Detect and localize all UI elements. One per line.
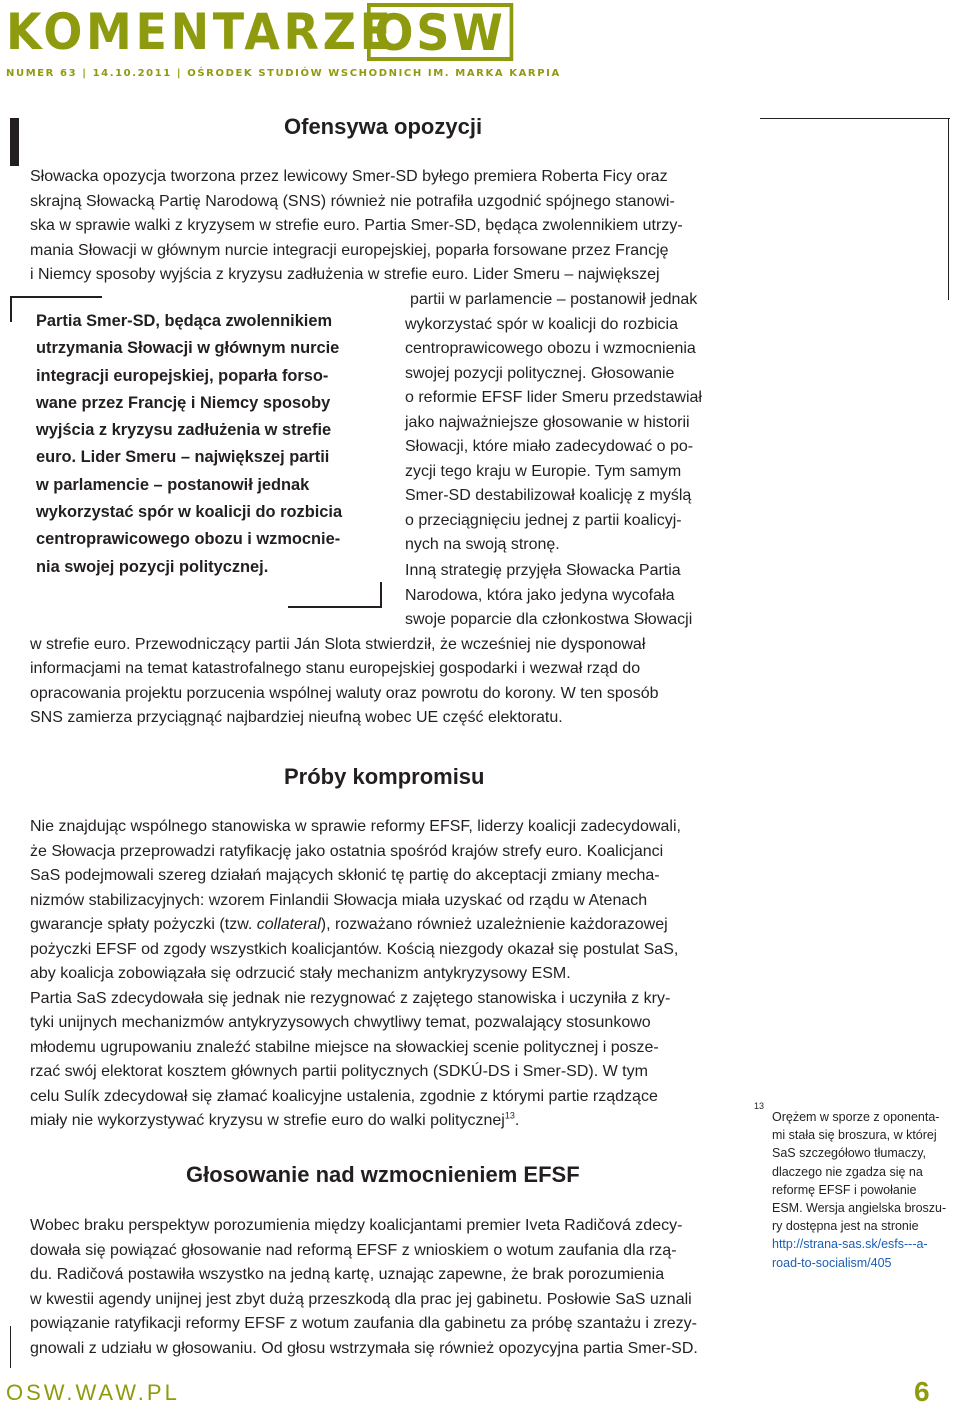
s3-line: w kwestii agendy unijnej jest zbyt dużą przeszkodą dla prac jej gabinetu. Posłowie SaS uznali xyxy=(30,1290,692,1308)
s1-right-line: zycji tego kraju w Europie. Tym samym xyxy=(405,462,682,480)
s2-line: tyki unijnych mechanizmów antykryzysowych chwytliwy temat, pozwalający stosunkowo xyxy=(30,1014,651,1031)
left-margin-bar xyxy=(10,118,19,166)
s1-line: skrajną Słowacką Partię Narodową (SNS) również nie potrafiła uzgodnić spójnego stanowi- xyxy=(30,192,675,210)
s3-line: Wobec braku perspektyw porozumienia między koalicjantami premier Iveta Radičová zdecy- xyxy=(30,1217,683,1234)
s2-line: młodemu ugrupowaniu znaleźć stabilne miejsce na słowackiej scenie politycznej i posze- xyxy=(30,1038,659,1056)
s1-line: w strefie euro. Przewodniczący partii Ján Slota stwierdził, że wcześniej nie dysponował xyxy=(30,635,646,653)
footnote-line: dlaczego nie zgadza się na xyxy=(772,1164,923,1179)
pullquote-top-rule xyxy=(10,296,102,298)
s1-right-line: wykorzystać spór w koalicji do rozbicia xyxy=(405,315,678,333)
footnote-line: mi stała się broszura, w której xyxy=(772,1128,937,1143)
s1-right-line: Słowacji, które miało zadecydować o po- xyxy=(405,438,694,455)
footnote-line: Orężem w sporze z oponenta- xyxy=(772,1110,940,1124)
s1-right-line: swoje poparcie dla członkostwa Słowacji xyxy=(405,611,693,628)
pullquote-line: integracji europejskiej, poparła forso- xyxy=(36,366,329,385)
s2-line: SaS podejmowali szereg działań mających skłonić tę partię do akceptacji zmiany mecha- xyxy=(30,867,660,884)
s1-line: Słowacka opozycja tworzona przez lewicowy Smer-SD byłego premiera Roberta Ficy oraz xyxy=(30,168,668,185)
logo[interactable] xyxy=(6,2,525,62)
s2-line: rzać swój elektorat kosztem głównych partii politycznych (SDKÚ-DS i Smer-SD). W tym xyxy=(30,1063,648,1080)
s2-text: . xyxy=(514,1112,520,1129)
footer-url[interactable]: OSW.WAW.PL xyxy=(6,1380,180,1405)
s1-right-line: o przeciągnięciu jednej z partii koalicyj- xyxy=(405,511,682,529)
s1-right-line: Narodowa, która jako jedyna wycofała xyxy=(405,586,675,604)
s3-line: powiązanie ratyfikacji reformy EFSF z wotum zaufania dla gabinetu za próbę szantażu i zrezy- xyxy=(30,1315,697,1332)
footnote-line: ry dostępna jest na stronie xyxy=(772,1219,919,1234)
footnote-link[interactable]: http://strana-sas.sk/esfs---a- xyxy=(772,1237,928,1252)
footnote-line: ESM. Wersja angielska broszu- xyxy=(772,1201,947,1216)
s2-line: pożyczki EFSF od zgody wszystkich koalicjantów. Kością niezgody okazał się postulat SaS, xyxy=(30,940,679,958)
masthead xyxy=(6,2,561,79)
s1-line: i Niemcy sposoby wyjścia z kryzysu zadłużenia w strefie euro. Lider Smeru – największej xyxy=(30,266,660,283)
s1-right-line: o reformie EFSF lider Smeru przedstawiał xyxy=(405,389,702,406)
pullquote-line: wane przez Francję i Niemcy sposoby xyxy=(36,393,331,412)
s2-line-collateral xyxy=(30,913,728,938)
s2-text: gwarancje spłaty pożyczki (tzw. xyxy=(30,916,253,933)
s2-text: miały nie wykorzystywać kryzysu w strefie euro do walki politycznej xyxy=(30,1112,505,1129)
pullquote-bottom-rule xyxy=(288,606,382,608)
s1-right-line: Inną strategię przyjęła Słowacka Partia xyxy=(405,562,681,579)
s1-line: mania Słowacji w głównym nurcie integracji europejskiej, poparła forsowane przez Francję xyxy=(30,241,669,259)
pullquote-line: nia swojej pozycji politycznej. xyxy=(36,557,269,576)
page-number: 6 xyxy=(914,1376,930,1407)
s2-line: celu Sulík zdecydował się złamać koalicyjne ustalenia, zgodnie z którymi partie rządzące xyxy=(30,1087,658,1105)
s1-line: ska w sprawie walki z kryzysem w strefie euro. Partia Smer-SD, będąca zwolennikiem utrzy- xyxy=(30,217,683,234)
pullquote-right-vrule xyxy=(380,582,382,608)
s3-line: du. Radičová postawiła wszystko na jedną kartę, uznając zapewne, że brak porozumienia xyxy=(30,1266,665,1283)
issue-line: NUMER 63 | 14.10.2011 | OŚRODEK STUDIÓW WSCHODNICH IM. MARKA KARPIA xyxy=(6,68,561,79)
s2-line-last xyxy=(30,1109,728,1134)
s2-line: aby koalicja zobowiązała się odrzucić stały mechanizm antykryzysowy ESM. xyxy=(30,965,571,982)
s1-right-line: centroprawicowego obozu i wzmocnienia xyxy=(405,340,696,357)
s1-right-line: swojej pozycji politycznej. Głosowanie xyxy=(405,364,675,382)
bottom-left-vrule xyxy=(10,1326,11,1368)
s1-line: SNS zamierza przyciągnąć najbardziej nieufną wobec UE część elektoratu. xyxy=(30,709,563,726)
s1-line: opracowania projektu porzucenia wspólnej waluty oraz powrotu do korony. W ten sposób xyxy=(30,684,659,702)
s2-line: że Słowacja przeprowadzi ratyfikację jako ostatnia spośród krajów strefy euro. Koalicjanci xyxy=(30,842,664,860)
pullquote-line: Partia Smer-SD, będąca zwolennikiem xyxy=(36,312,333,330)
s1-right-line: jako najważniejsze głosowanie w historii xyxy=(405,413,690,431)
s2-line: Nie znajdując wspólnego stanowiska w sprawie reformy EFSF, liderzy koalicji zadecydowali, xyxy=(30,818,681,835)
section-title-ofensywa: Ofensywa opozycji xyxy=(284,114,483,139)
s1-right-line: nych na swoją stronę. xyxy=(405,536,560,553)
s1-right-line: partii w parlamencie – postanowił jednak xyxy=(410,291,698,308)
pullquote-line: wykorzystać spór w koalicji do rozbicia xyxy=(36,503,343,522)
s2-italic-collateral: collateral xyxy=(256,916,321,933)
footnote-link[interactable]: road-to-socialism/405 xyxy=(772,1255,892,1270)
pullquote-line: centroprawicowego obozu i wzmocnie- xyxy=(36,530,341,549)
s2-line: Partia SaS zdecydowała się jednak nie rezygnować z zajętego stanowiska i uczyniła z kry- xyxy=(30,989,671,1007)
pullquote-left-vrule xyxy=(10,296,12,322)
pullquote-line: wyjścia z kryzysu zadłużenia w strefie xyxy=(36,421,332,440)
s1-right-line: Smer-SD destabilizował koalicję z myślą xyxy=(405,487,692,504)
top-right-rule xyxy=(760,118,950,119)
section-title-glosowanie: Głosowanie nad wzmocnieniem EFSF xyxy=(186,1162,580,1187)
footnote-line: SaS szczegółowo tłumaczy, xyxy=(772,1146,926,1161)
logo-osw: OSW xyxy=(367,3,513,61)
section-title-proby: Próby kompromisu xyxy=(284,764,485,789)
s3-line: gnowali z udziału w głosowaniu. Od głosu wstrzymała się również opozycyjna partia Smer-SD. xyxy=(30,1339,698,1357)
s3-line: dowała się powiązać głosowanie nad reformą EFSF z wnioskiem o wotum zaufania dla rzą- xyxy=(30,1241,677,1259)
pullquote xyxy=(36,308,376,581)
top-right-vrule xyxy=(948,118,949,300)
footnote-ref[interactable]: 13 xyxy=(504,1110,515,1121)
s2-text: ), rozważano również uzależnienie każdorazowej xyxy=(320,916,668,933)
footnote xyxy=(772,1108,950,1272)
pullquote-line: utrzymania Słowacji w głównym nurcie xyxy=(36,339,340,358)
footnote-line: reformę EFSF i powołanie xyxy=(772,1182,917,1197)
s1-line: informacjami na temat katastrofalnego stanu europejskiej gospodarki i wezwał rząd do xyxy=(30,660,641,677)
logo-komentarze: KOMENTARZE xyxy=(6,3,395,61)
pullquote-line: euro. Lider Smeru – największej partii xyxy=(36,448,330,467)
pullquote-line: w parlamencie – postanowił jednak xyxy=(36,475,310,494)
s2-line: nizmów stabilizacyjnych: wzorem Finlandii Słowacja miała uzyskać od rządu w Atenach xyxy=(30,891,648,909)
